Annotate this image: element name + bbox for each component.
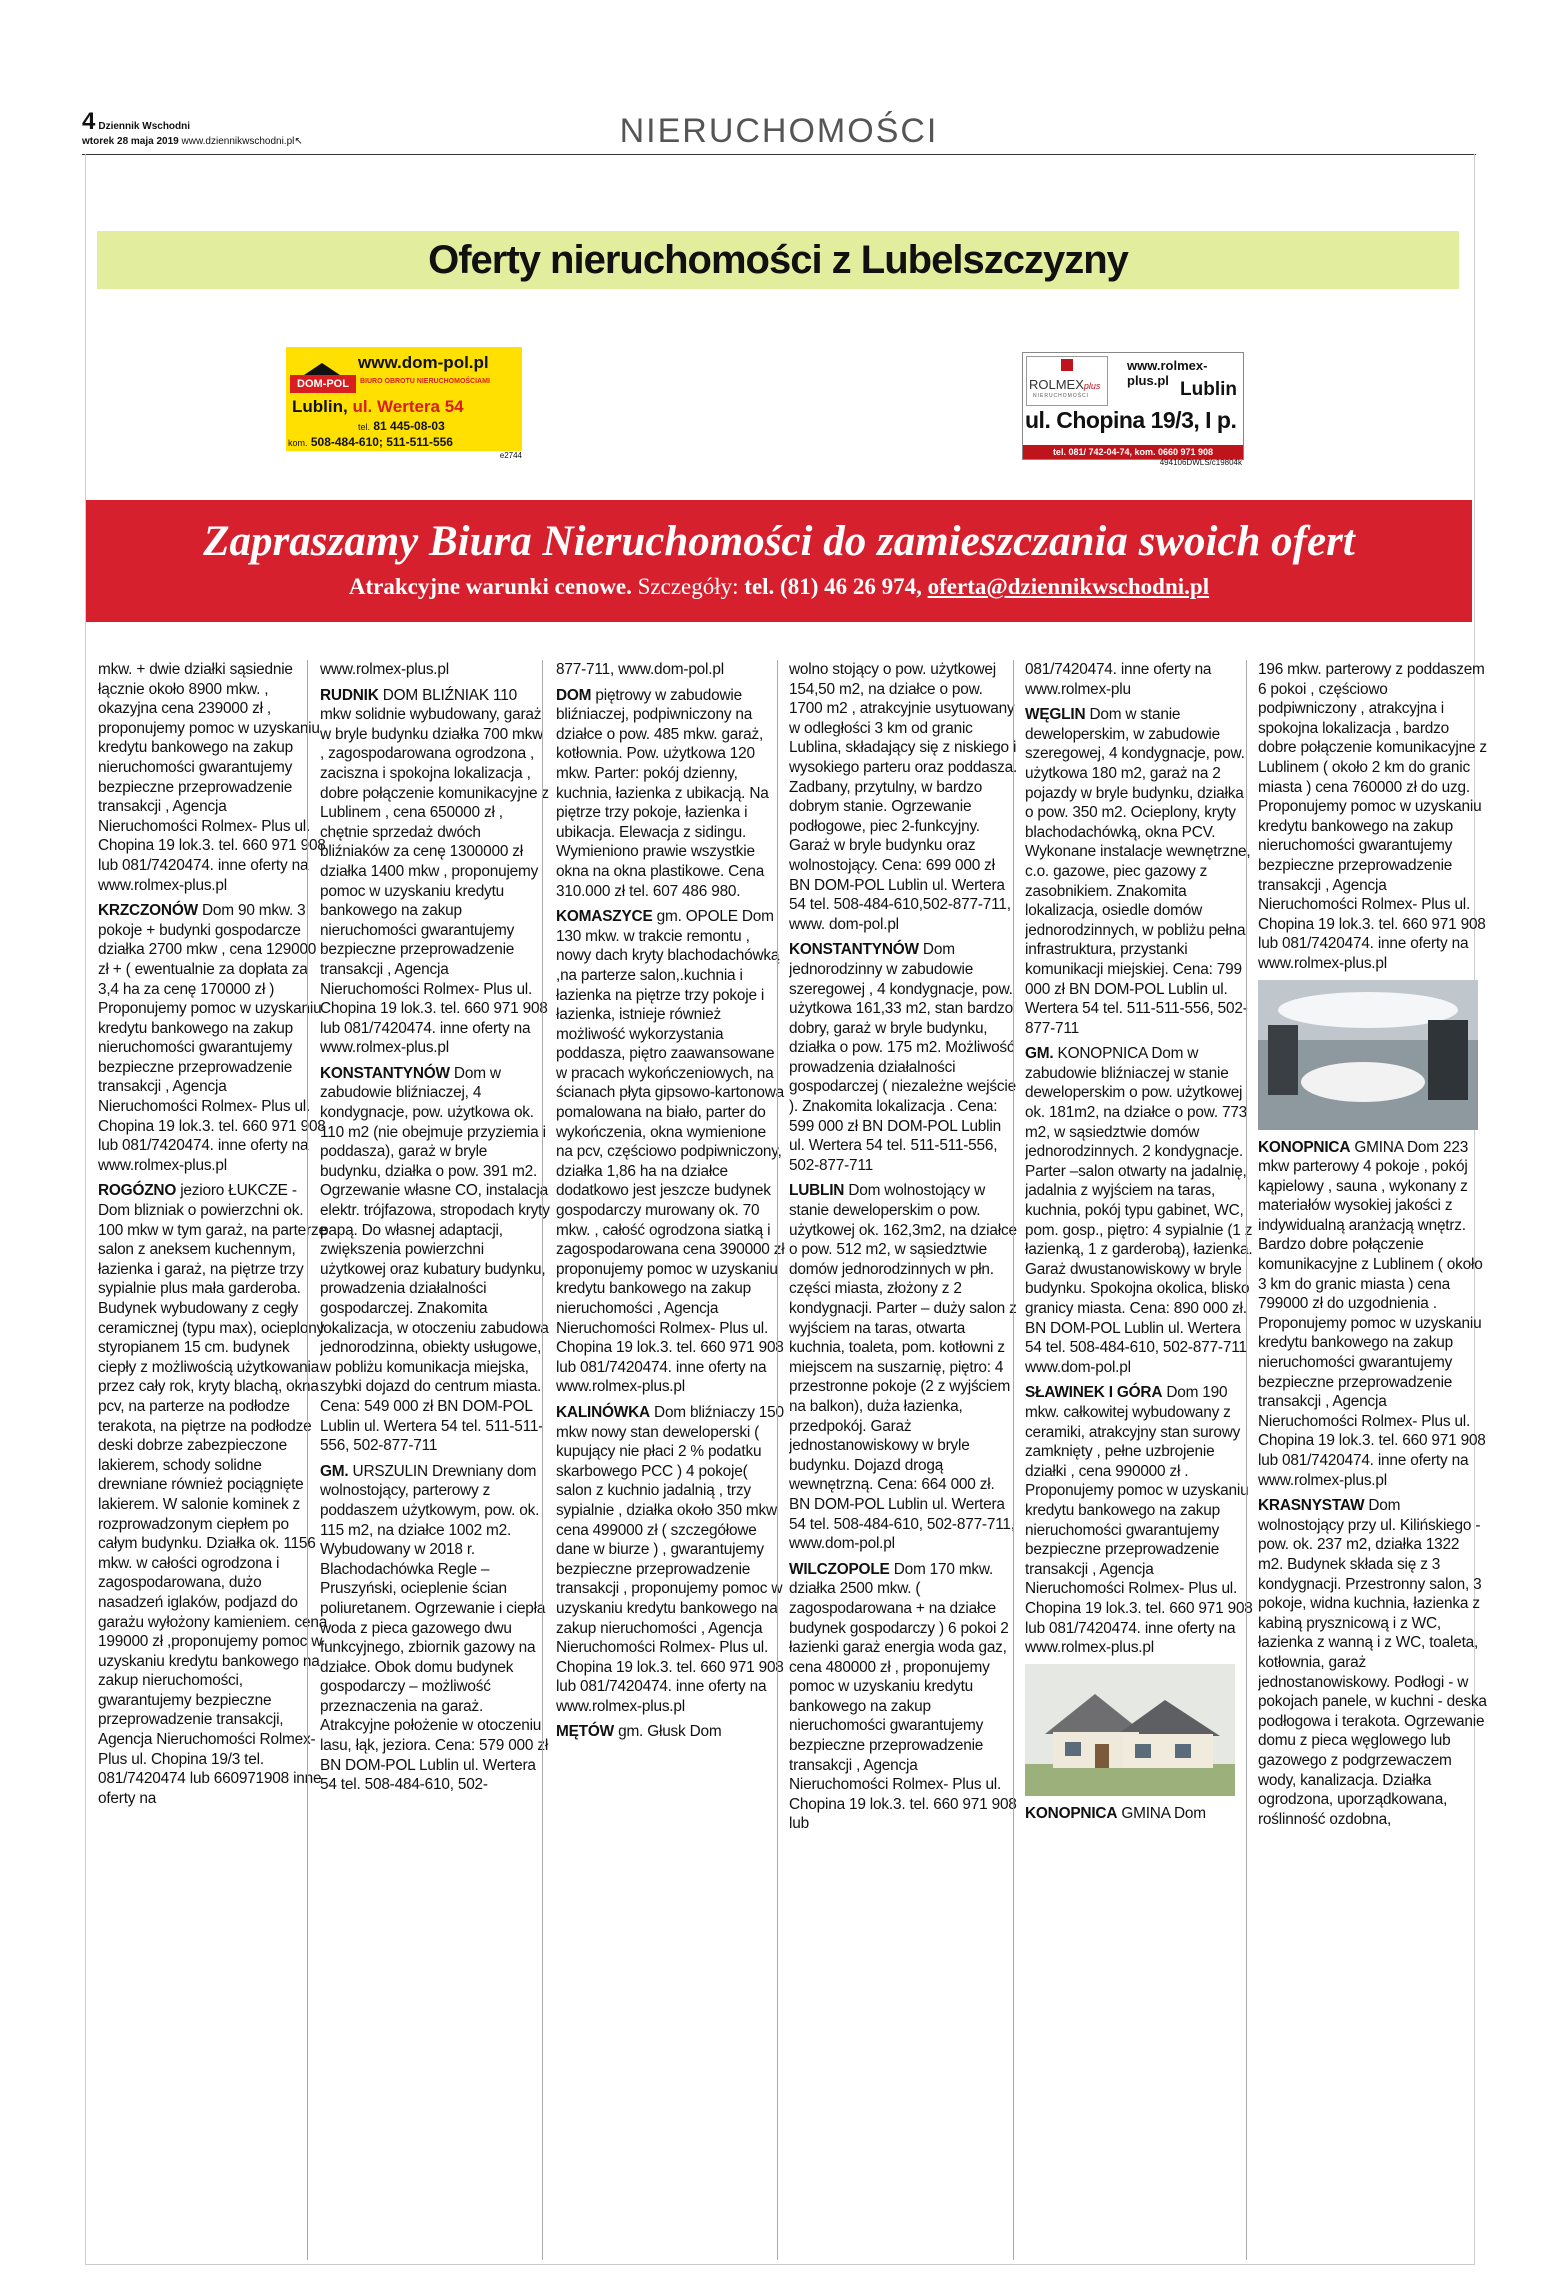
listing	[1025, 1383, 1255, 1657]
dompol-kom-prefix: kom.	[288, 438, 308, 448]
listing-text: mkw. + dwie działki sąsiednie łącznie około 8900 mkw. , okazyjna cena 239000 zł , proponujemy pomoc w uzyskaniu kredytu bankowego na zakup nieruchomości gwarantujemy bezpieczne przeprowadzenie transakcji , Agencja Nieruchomości Rolmex- Plus ul. Chopina 19 lok.3. tel. 660 971 908 lub 081/7420474. inne oferty na www.rolmex-plus.pl	[98, 661, 326, 894]
listing-location: DOM	[556, 686, 592, 704]
listing	[320, 660, 550, 680]
listing-text: Dom 90 mkw. 3 pokoje + budynki gospodarcze działka 2700 mkw , cena 129000 zł + ( ewentualnie za dopłata za 3,4 ha za cenę 170000 zł ) Proponujemy pomoc w uzyskaniu kredytu bankowego na zakup nieruchomości gwarantujemy bezpieczne przeprowadzenie transakcji , Agencja Nieruchomości Rolmex- Plus ul. Chopina 19 lok.3. tel. 660 971 908 lub 081/7420474. inne oferty na www.rolmex-plus.pl	[98, 902, 326, 1174]
listing	[789, 1181, 1019, 1553]
listing	[1258, 1138, 1488, 1491]
banner-contact	[86, 572, 1472, 602]
listing	[556, 1722, 786, 1742]
listing-text: URSZULIN Drewniany dom wolnostojący, parterowy z poddaszem użytkowym, pow. ok. 115 m2, na działce 1002 m2. Wybudowany w 2018 r. Blachodachówka Regle – Pruszyński, ocieplenie ścian poliuretanem. Ogrzewanie i ciepła woda z pieca gazowego dwu funkcyjnego, zbiornik gazowy na działce. Obok domu budynek gospodarczy – możliwość przeznaczenia na garaż. Atrakcyjne położenie w otoczeniu lasu, łąk, jeziora. Cena: 579 000 zł BN DOM-POL Lublin ul. Wertera 54 tel. 508-484-610, 502-	[320, 1462, 549, 1794]
listing-location: WILCZOPOLE	[789, 1560, 890, 1578]
website-link[interactable]: www.dziennikwschodni.pl	[181, 136, 295, 147]
listing-text: Dom w stanie deweloperskim, w zabudowie szeregowej, 4 kondygnacje, pow. użytkowa 180 m2, garaż na 2 pojazdy w bryle budynku, działka o pow. 350 m2. Ocieplony, kryty blachodachówką, okna PCV. Wykonane instalacje wewnętrzne, c.o. gazowe, piec gazowy z zasobnikiem. Znakomita lokalizacja, osiedle domów jednorodzinnych, w pobliżu pełna infrastruktura, przystanki komunikacji miejskiej. Cena: 799 000 zł BN DOM-POL Lublin ul. Wertera 54 tel. 511-511-556, 502-877-711	[1025, 706, 1251, 1037]
listing-text: GMINA Dom	[1121, 1804, 1206, 1822]
banner-details-label: Szczegóły:	[637, 574, 739, 599]
listing	[1025, 660, 1255, 699]
rolmex-logo-mark-icon	[1061, 359, 1073, 371]
house-roof-icon	[304, 363, 340, 375]
column-divider	[307, 660, 308, 2260]
column-divider	[1013, 660, 1014, 2260]
listing	[1025, 705, 1255, 1038]
column-divider	[1246, 660, 1247, 2260]
listing-location: MĘTÓW	[556, 1723, 614, 1741]
listing-location: KONOPNICA	[1258, 1138, 1351, 1156]
dompol-kom: 508-484-610; 511-511-556	[310, 435, 453, 449]
listing-text: Dom wolnostojący przy ul. Kilińskiego - pow. ok. 237 m2, działka 1322 m2. Budynek składa się z 3 kondygnacji. Przestronny salon, 3 pokoje, widna kuchnia, łazienka z kabiną prysznicową i z WC, łazienka z wanną i z WC, toaleta, kotłownia, garaż jednostanowiskowy. Podłogi - w pokojach panele, w kuchni - deska podłogowa i terakota. Ogrzewanie domu z pieca węglowego lub gazowego z podgrzewaczem wody, kanalizacja. Działka ogrodzona, uporządkowana, roślinność ozdobna,	[1258, 1497, 1487, 1828]
banner-headline: Zapraszamy Biura Nieruchomości do zamieszczania swoich ofert	[203, 518, 1355, 565]
dompol-url[interactable]: www.dom-pol.pl	[358, 353, 489, 372]
listing	[1025, 1804, 1255, 1824]
listing-text: 877-711, www.dom-pol.pl	[556, 661, 724, 678]
listing-text: piętrowy w zabudowie bliźniaczej, podpiwniczony na działce o pow. 485 mkw. garaż, kotłownia. Pow. użytkowa 120 mkw. Parter: pokój dzienny, kuchnia, łazienka z ubikacją. Na piętrze trzy pokoje, łazienka i ubikacja. Elewacja z sidingu. Wymieniono prawie wszystkie okna na okna plastikowe. Cena 310.000 zł tel. 607 486 980.	[556, 686, 769, 900]
listing	[556, 660, 786, 680]
listing-text: KONOPNICA Dom w zabudowie bliźniaczej w stanie deweloperskim o pow. użytkowej ok. 181m2, na działce o pow. 773 m2, w sąsiedztwie domów jednorodzinnych. 2 kondygnacje. Parter –salon otwarty na jadalnię, jadalnia z wyjściem na taras, kuchnia, pokój typu gabinet, WC, pom. gosp., piętro: 4 sypialnie (1 z łazienką, 1 z garderobą), łazienka. Garaż dwustanowiskowy w bryle budynku. Spokojna okolica, blisko granicy miasta. Cena: 890 000 zł. BN DOM-POL Lublin ul. Wertera 54 tel. 508-484-610, 502-877-711 www.dom-pol.pl	[1025, 1045, 1253, 1376]
listing-text: Dom 170 mkw. działka 2500 mkw. ( zagospodarowana + na działce budynek gospodarczy ) 6 pokoi 2 łazienki garaż energia woda gaz, cena 480000 zł , proponujemy pomoc w uzyskaniu kredytu bankowego na zakup nieruchomości gwarantujemy bezpieczne przeprowadzenie transakcji , Agencja Nieruchomości Rolmex- Plus ul. Chopina 19 lok.3. tel. 660 971 908 lub	[789, 1560, 1017, 1833]
invitation-banner	[86, 500, 1472, 622]
listing-text: jezioro ŁUKCZE - Dom blizniak o powierzchni ok. 100 mkw w tym garaż, na parterze salon z aneksem kuchennym, łazienka i garaż, na piętrze trzy sypialnie plus mała garderoba. Budynek wybudowany z cegły ceramicznej (typu max), ocieplony styropianem 15 cm. budynek ciepły z możliwością użytkowania przez cały rok, kryty blachą, okna pcv, na parterze na podłodze terakota, na piętrze na podłodze deski dobrze zabezpieczone lakierem, schody solidne drewniane również pociągnięte lakierem. W salonie kominek z rozprowadzonym ciepłem po całym budynku. Działka ok. 1156 mkw. w całości ogrodzona i zagospodarowana, dużo nasadzeń iglaków, podjazd do garażu wyłożony kamieniem. cena 199000 zł ,proponujemy pomoc w uzyskaniu kredytu bankowego na zakup nieruchomości, gwarantujemy bezpieczne przeprowadzenie transakcji, Agencja Nieruchomości Rolmex-Plus ul. Chopina 19/3 tel. 081/7420474 lub 660971908 inne oferty na	[98, 1182, 328, 1807]
listing-location: WĘGLIN	[1025, 706, 1086, 724]
column-6	[1258, 660, 1488, 2260]
listing-location: GM.	[320, 1462, 349, 1480]
listing-text: Dom 190 mkw. całkowitej wybudowany z ceramiki, atrakcyjny stan surowy zamknięty , pełne uzbrojenie działki , cena 990000 zł . Proponujemy pomoc w uzyskaniu kredytu bankowego na zakup nieruchomości gwarantujemy bezpieczne przeprowadzenie transakcji , Agencja Nieruchomości Rolmex- Plus ul. Chopina 19 lok.3. tel. 660 971 908 lub 081/7420474. inne oferty na www.rolmex-plus.pl	[1025, 1384, 1253, 1657]
dompol-city: Lublin,	[292, 397, 348, 416]
bathroom-photo	[1258, 980, 1478, 1130]
listing-location: ROGÓZNO	[98, 1182, 177, 1200]
rolmex-address: ul. Chopina 19/3, I p.	[1025, 407, 1237, 433]
page-number: 4	[82, 108, 96, 135]
rolmex-ad[interactable]	[1022, 352, 1244, 467]
listing	[789, 1560, 1019, 1834]
listing	[556, 1403, 786, 1717]
dompol-tagline: BIURO OBROTU NIERUCHOMOŚCIAMI	[360, 378, 490, 385]
listing-location: RUDNIK	[320, 686, 379, 704]
listing-text: 081/7420474. inne oferty na www.rolmex-plu	[1025, 661, 1212, 698]
listing-location: KONSTANTYNÓW	[320, 1064, 450, 1082]
listing-location: SŁAWINEK I GÓRA	[1025, 1384, 1163, 1402]
column-divider	[542, 660, 543, 2260]
dompol-ad[interactable]	[286, 347, 522, 460]
rolmex-url[interactable]: www.rolmex-plus.pl	[1127, 358, 1208, 388]
listing	[320, 1064, 550, 1456]
listing-text: gm. Głusk Dom	[618, 1723, 722, 1741]
listing-location: KONSTANTYNÓW	[789, 941, 919, 959]
column-3	[556, 660, 786, 2260]
column-2	[320, 660, 550, 2260]
house-photo	[1025, 1664, 1235, 1796]
listing-location: LUBLIN	[789, 1182, 845, 1200]
rolmex-logo-sub: NIERUCHOMOŚCI	[1033, 393, 1090, 399]
rolmex-city: Lublin	[1180, 379, 1237, 400]
listing	[98, 1181, 328, 1808]
listing-text: www.rolmex-plus.pl	[320, 661, 449, 678]
listing-location: GM.	[1025, 1045, 1054, 1063]
listing	[320, 686, 550, 1058]
column-1	[98, 660, 328, 2260]
listing	[1258, 660, 1488, 974]
listing	[789, 660, 1019, 934]
listing	[98, 901, 328, 1175]
cursor-icon: ↖	[294, 136, 303, 147]
rolmex-phone: tel. 081/ 742-04-74, kom. 0660 971 908	[1023, 445, 1243, 459]
dompol-mobile	[288, 435, 453, 449]
listing-text: DOM BLIŹNIAK 110 mkw solidnie wybudowany, garaż w bryle budynku działka 700 mkw , zagospodarowana ogrodzona , zaciszna i spokojna lokalizacja , dobre połączenie komunikacyjne z Lublinem , cena 650000 zł , chętnie sprzedaż dwóch bliźniaków za cenę 1300000 zł działka 1400 mkw , proponujemy pomoc w uzyskaniu kredytu bankowego na zakup nieruchomości gwarantujemy bezpieczne przeprowadzenie transakcji , Agencja Nieruchomości Rolmex- Plus ul. Chopina 19 lok.3. tel. 660 971 908 lub 081/7420474. inne oferty na www.rolmex-plus.pl	[320, 686, 549, 1057]
dompol-tel: 81 445-08-03	[373, 419, 445, 433]
page-title: Oferty nieruchomości z Lubelszczyzny	[428, 238, 1128, 282]
listing-text: Dom wolnostojący w stanie deweloperskim o pow. użytkowej ok. 162,3m2, na działce o pow. 512 m2, w sąsiedztwie domów jednorodzinnych w płn. części miasta, złożony z 2 kondygnacji. Parter – duży salon z wyjściem na taras, otwarta kuchnia, toaleta, pom. kotłowni z miejscem na suszarnię, piętro: 4 przestronne pokoje (2 z wyjściem na balkon), duża łazienka, przedpokój. Garaż jednostanowiskowy w bryle budynku. Dojazd drogą wewnętrzną. Cena: 664 000 zł. BN DOM-POL Lublin ul. Wertera 54 tel. 508-484-610, 502-877-711, www.dom-pol.pl	[789, 1182, 1017, 1553]
listing	[789, 940, 1019, 1175]
listing-text: gm. OPOLE Dom 130 mkw. w trakcie remontu , nowy dach kryty blachodachówką ,na parterze salon,.kuchnia i łazienka na piętrze trzy pokoje i łazienka, istnieje również możliwość wykorzystania poddasza, piętro zaawansowane w pracach wykończeniowych, na ścianach płyta gipsowo-kartonowa pomalowana na biało, parter do wykończenia, okna wymienione na pcv, częściowo podpiwniczony, działka 1,86 ha na działce dodatkowo jest jeszcze budynek gospodarczy murowany ok. 70 mkw. , całość ogrodzona siatką i zagospodarowana cena 390000 zł proponujemy pomoc w uzyskaniu kredytu bankowego na zakup nieruchomości , Agencja Nieruchomości Rolmex- Plus ul. Chopina 19 lok.3. tel. 660 971 908 lub 081/7420474. inne oferty na www.rolmex-plus.pl	[556, 908, 785, 1396]
listing-text: wolno stojący o pow. użytkowej 154,50 m2, na działce o pow. 1700 m2 , atrakcyjnie usytuowany w odległości 3 km od granic Lublina, składający się z niskiego i wysokiego parteru oraz poddasza. Zadbany, przytulny, w bardzo dobrym stanie. Ogrzewanie podłogowe, piec 2-funkcyjny. Garaż w bryle budynku oraz wolnostojący. Cena: 699 000 zł BN DOM-POL Lublin ul. Wertera 54 tel. 508-484-610,502-877-711, www. dom-pol.pl	[789, 661, 1018, 933]
dompol-phone	[358, 419, 445, 433]
listing-location: KALINÓWKA	[556, 1403, 650, 1421]
dompol-street: ul. Wertera 54	[352, 397, 464, 416]
rolmex-logo-text: ROLMEX	[1029, 377, 1084, 392]
dompol-ad-code: e2744	[499, 451, 522, 460]
listing	[98, 660, 328, 895]
listing-text: 196 mkw. parterowy z poddaszem 6 pokoi , częściowo podpiwniczony , atrakcyjna i spokojna lokalizacja , bardzo dobre połączenie komunikacyjne z Lublinem ( około 2 km do granic miasta ) cena 760000 zł do uzg. Proponujemy pomoc w uzyskaniu kredytu bankowego na zakup nieruchomości gwarantujemy bezpieczne przeprowadzenie transakcji , Agencja Nieruchomości Rolmex- Plus ul. Chopina 19 lok.3. tel. 660 971 908 lub 081/7420474. inne oferty na www.rolmex-plus.pl	[1258, 661, 1487, 972]
column-5	[1025, 660, 1255, 2260]
listing	[556, 686, 786, 902]
listing-text: Dom w zabudowie bliźniaczej, 4 kondygnacje, pow. użytkowa ok. 110 m2 (nie obejmuje przyziemia i poddasza), garaż w bryle budynku, działka o pow. 391 m2. Ogrzewanie własne CO, instalacja elektr. trójfazowa, stropodach kryty papą. Do własnej adaptacji, zwiększenia powierzchni użytkowej oraz kubatury budynku, prowadzenia działalności gospodarczej. Znakomita lokalizacja, w otoczeniu zabudowa jednorodzinna, obiekty usługowe, w pobliżu komunikacja miejska, szybki dojazd do centrum miasta. Cena: 549 000 zł BN DOM-POL Lublin ul. Wertera 54 tel. 511-511-556, 502-877-711	[320, 1064, 550, 1455]
listing-location: KONOPNICA	[1025, 1804, 1118, 1822]
rolmex-logo-suffix: plus	[1083, 381, 1101, 391]
listing-text: GMINA Dom 223 mkw parterowy 4 pokoje , pokój kąpielowy , sauna , wykonany z materiałów wysokiej jakości z indywidualną aranżacją wnętrz. Bardzo dobre połączenie komunikacyjne z Lublinem ( około 3 km do granic miasta ) cena 799000 zł do uzgodnienia . Proponujemy pomoc w uzyskaniu kredytu bankowego na zakup nieruchomości gwarantujemy bezpieczne przeprowadzenie transakcji , Agencja Nieruchomości Rolmex- Plus ul. Chopina 19 lok.3. tel. 660 971 908 lub 081/7420474. inne oferty na www.rolmex-plus.pl	[1258, 1138, 1486, 1489]
listing-location: KOMASZYCE	[556, 908, 653, 926]
issue-date: wtorek 28 maja 2019	[82, 136, 179, 147]
rolmex-logo	[1026, 356, 1108, 406]
listing	[320, 1462, 550, 1795]
listing	[1258, 1496, 1488, 1829]
banner-lead: Atrakcyjne warunki cenowe.	[348, 574, 632, 599]
section-title: NIERUCHOMOŚCI	[619, 112, 939, 150]
dompol-logo: DOM-POL	[290, 375, 356, 393]
column-divider	[777, 660, 778, 2260]
dompol-tel-prefix: tel.	[358, 422, 371, 432]
listing-location: KRASNYSTAW	[1258, 1497, 1365, 1515]
rolmex-ad-code: 494106DWLS/c19804k	[1159, 458, 1242, 467]
listing	[1025, 1044, 1255, 1377]
banner-email-link[interactable]: oferta@dziennikwschodni.pl	[927, 574, 1210, 599]
title-band	[97, 231, 1459, 289]
dompol-address	[292, 397, 464, 417]
paper-name: Dziennik Wschodni	[98, 121, 191, 132]
column-4	[789, 660, 1019, 2260]
listing	[556, 907, 786, 1397]
banner-phone: tel. (81) 46 26 974,	[744, 574, 922, 599]
listing-location: KRZCZONÓW	[98, 902, 198, 920]
listing-text: Dom bliźniaczy 150 mkw nowy stan deweloperski ( kupujący nie płaci 2 % podatku skarbowego PCC ) 4 pokoje( salon z kuchnio jadalnią , trzy sypialnie , działka około 350 mkw cena 499000 zł ( szczegółowe dane w biurze ) , gwarantujemy bezpieczne przeprowadzenie transakcji , proponujemy pomoc w uzyskaniu kredytu bankowego na zakup nieruchomości , Agencja Nieruchomości Rolmex- Plus ul. Chopina 19 lok.3. tel. 660 971 908 lub 081/7420474. inne oferty na www.rolmex-plus.pl	[556, 1403, 784, 1715]
listing-text: Dom jednorodzinny w zabudowie szeregowej , 4 kondygnacje, pow. użytkowa 161,33 m2, stan bardzo dobry, garaż w bryle budynku, działka o pow. 175 m2. Możliwość prowadzenia działalności gospodarczej ( niezależne wejście ). Znakomita lokalizacja . Cena: 599 000 zł BN DOM-POL Lublin ul. Wertera 54 tel. 511-511-556, 502-877-711	[789, 941, 1016, 1174]
